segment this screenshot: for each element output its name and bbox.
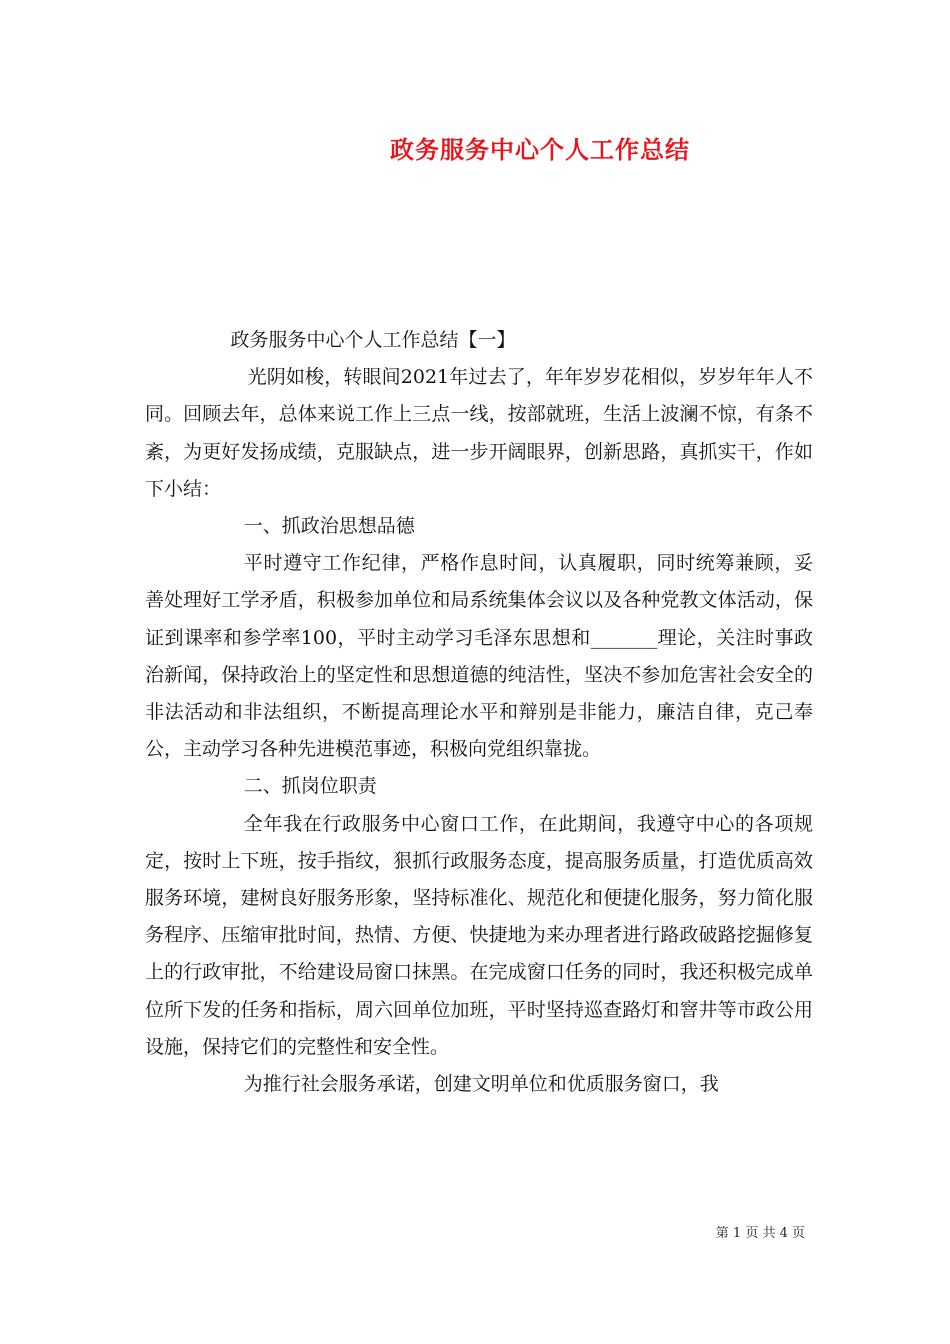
document-title: 政务服务中心个人工作总结 [390,135,690,164]
paragraph-intro: 光阴如梭，转眼间2021年过去了，年年岁岁花相似，岁岁年年人不同。回顾去年，总体来说工作上三点一线，按部就班，生活上波澜不惊，有条不紊，为更好发扬成绩，克服缺点，进一步开阔眼界，创新思路，真抓实干，作如下小结： [145,366,813,500]
subheading-political: 一、抓政治思想品德 [243,515,415,538]
subheading-duties: 二、抓岗位职责 [243,775,377,798]
paragraph-service-commitment: 为推行社会服务承诺，创建文明单位和优质服务窗口，我 [243,1073,719,1096]
section-heading: 政务服务中心个人工作总结【一】 [230,329,516,351]
paragraph-duties: 全年我在行政服务中心窗口工作，在此期间，我遵守中心的各项规定，按时上下班，按手指纹，狠抓行政服务态度，提高服务质量，打造优质高效服务环境，建树良好服务形象，坚持标准化、规范化和便捷化服务，努力简化服务程序、压缩审批时间，热情、方便、快捷地为来办理者进行路政破路挖掘修复上的行政审批，不给建设局窗口抹黑。在完成窗口任务的同时，我还积极完成单位所下发的任务和指标，周六回单位加班，平时坚持巡查路灯和窨井等市政公用设施，保持它们的完整性和安全性。 [145,812,813,1058]
paragraph-political: 平时遵守工作纪律，严格作息时间，认真履职，同时统筹兼顾，妥善处理好工学矛盾，积极参加单位和局系统集体会议以及各种党教文体活动，保证到课率和参学率100，平时主动学习毛泽东思想和_______理论，关注时事政治新闻，保持政治上的坚定性和思想道德的纯洁性，坚决不参加危害社会安全的非法活动和非法组织，不断提高理论水平和辩别是非能力，廉洁自律，克己奉公，主动学习各种先进模范事迹，积极向党组织靠拢。 [145,552,813,761]
page-number: 第 1 页 共 4 页 [715,1226,805,1241]
document-body [145,322,813,1103]
